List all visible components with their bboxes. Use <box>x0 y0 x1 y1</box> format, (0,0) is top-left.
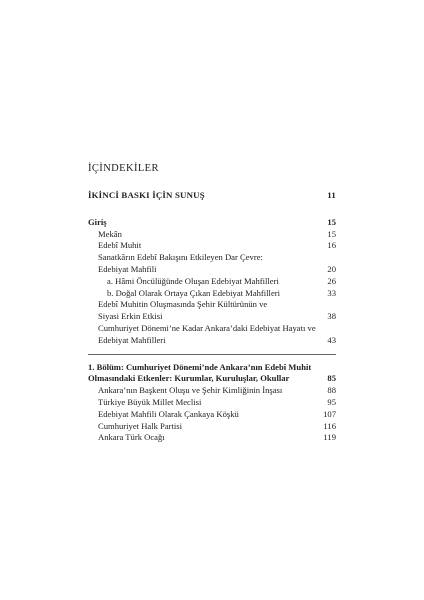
toc-entry-page: 16 <box>327 240 336 251</box>
toc-entry-label: Ankara Türk Ocağı <box>98 432 165 443</box>
toc-entry-label: Ankara’nın Başkent Oluşu ve Şehir Kimliğinin İnşası <box>98 385 283 396</box>
toc-entry-page: 20 <box>327 263 336 274</box>
toc-entry-line: Sanatkârın Edebî Bakışını Etkileyen Dar Çevre: <box>98 252 263 263</box>
toc-entry-label: Mekân <box>98 228 122 239</box>
toc-entry-page: 38 <box>327 311 336 322</box>
toc-entry-page: 43 <box>327 334 336 345</box>
toc-entry-line: Edebiyat Mahfilleri <box>98 334 166 345</box>
table-of-contents <box>88 163 336 444</box>
toc-entry-page: 26 <box>327 275 336 286</box>
toc-entry-baskent <box>88 385 336 397</box>
toc-entry-page: 119 <box>323 432 336 443</box>
toc-entry-page: 85 <box>327 373 336 384</box>
toc-entry-line: Cumhuriyet Dönemi’ne Kadar Ankara’daki Edebiyat Hayatı ve <box>98 322 316 333</box>
toc-entry-line: 1. Bölüm: Cumhuriyet Dönemi’nde Ankara’nın Edebî Muhit <box>88 361 312 372</box>
toc-entry-page: 95 <box>327 396 336 407</box>
toc-entry-line: Siyasi Erkin Etkisi <box>98 311 163 322</box>
toc-entry-sehir-kulturu <box>88 299 336 323</box>
toc-entry-hami <box>88 276 336 288</box>
toc-entry-mekan <box>88 229 336 241</box>
toc-entry-edebi-muhit <box>88 240 336 252</box>
toc-entry-page: 11 <box>327 190 336 200</box>
toc-entry-label <box>98 299 267 323</box>
toc-entry-chp <box>88 421 336 433</box>
section-divider <box>88 354 336 355</box>
toc-entry-line: Olmasındaki Etkenler: Kurumlar, Kuruluşlar, Okullar <box>88 373 290 384</box>
toc-entry-page: 116 <box>323 420 336 431</box>
toc-entry-label: Edebî Muhit <box>98 240 142 251</box>
toc-entry-cankaya <box>88 409 336 421</box>
toc-entry-line: Edebiyat Mahfili <box>98 263 157 274</box>
toc-entry-preface <box>88 190 336 202</box>
toc-entry-ankara-edebiyat <box>88 323 336 347</box>
toc-entry-label: Edebiyat Mahfili Olarak Çankaya Köşkü <box>98 408 239 419</box>
toc-entry-dar-cevre <box>88 252 336 276</box>
toc-entry-page: 15 <box>327 228 336 239</box>
toc-entry-giris <box>88 217 336 229</box>
toc-entry-chapter-1 <box>88 362 336 386</box>
toc-entry-label: Cumhuriyet Halk Partisi <box>98 420 183 431</box>
toc-entry-page: 88 <box>327 385 336 396</box>
toc-entry-label: b. Doğal Olarak Ortaya Çıkan Edebiyat Mahfilleri <box>107 287 281 298</box>
toc-entry-label: Türkiye Büyük Millet Meclisi <box>98 396 202 407</box>
toc-entry-tbmm <box>88 397 336 409</box>
toc-entry-label <box>98 323 316 347</box>
toc-entry-label <box>88 362 311 386</box>
toc-entry-page: 15 <box>327 216 336 227</box>
toc-entry-label <box>98 252 263 276</box>
toc-entry-turk-ocagi <box>88 432 336 444</box>
toc-entry-label: İKİNCİ BASKI İÇİN SUNUŞ <box>88 190 205 200</box>
toc-entry-page: 107 <box>323 408 336 419</box>
toc-entry-label: Giriş <box>88 216 107 227</box>
toc-entry-line: Edebî Muhitin Oluşmasında Şehir Kültürünün ve <box>98 299 268 310</box>
toc-entry-label: a. Hâmi Öncülüğünde Oluşan Edebiyat Mahfilleri <box>107 275 279 286</box>
toc-title: İÇİNDEKİLER <box>88 163 159 174</box>
toc-entry-dogal <box>88 288 336 300</box>
toc-entry-page: 33 <box>327 287 336 298</box>
